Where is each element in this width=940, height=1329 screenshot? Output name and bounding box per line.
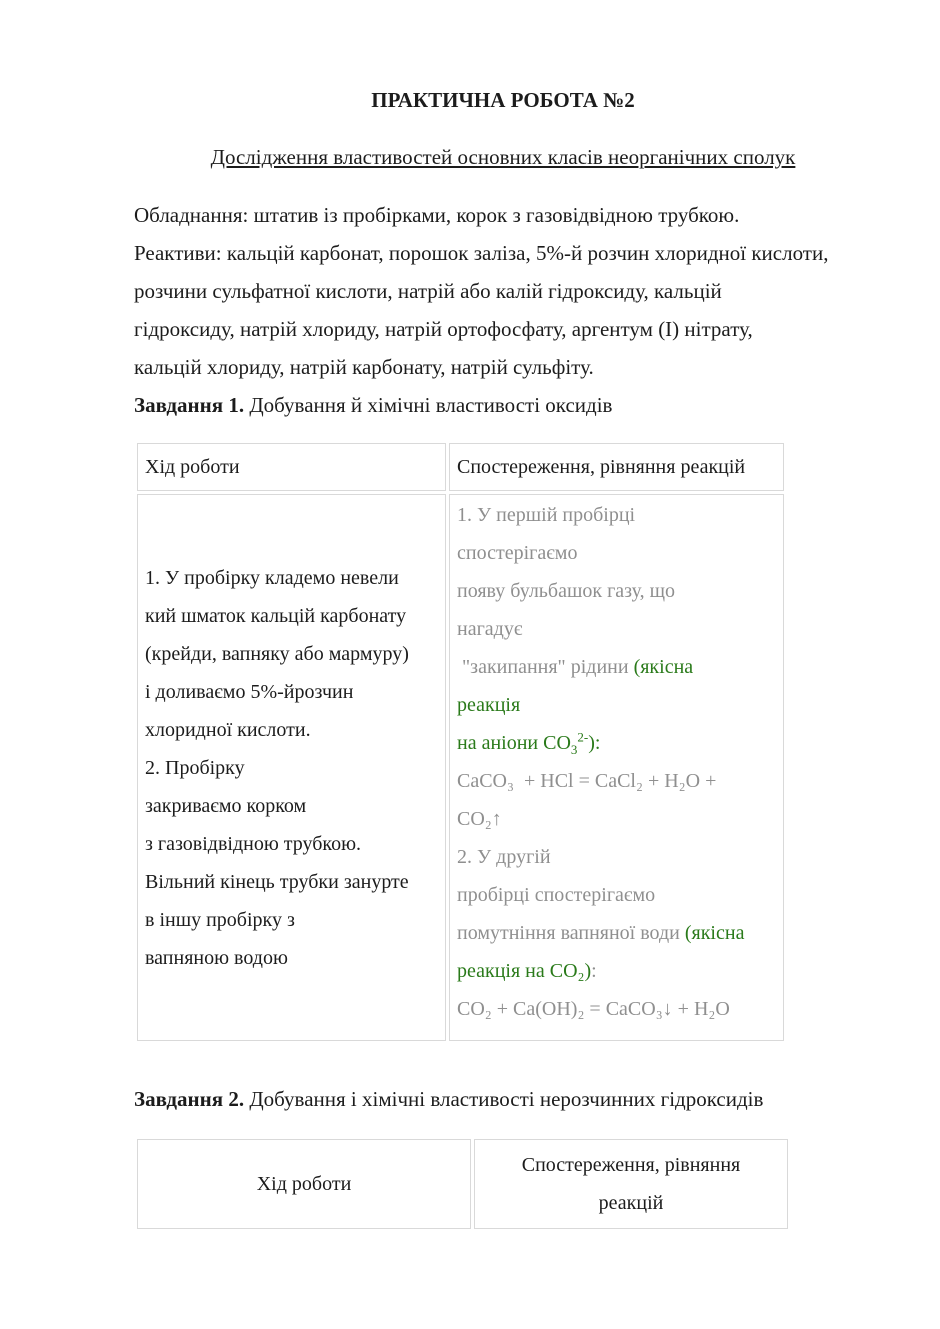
procedure-line: кий шматок кальцій карбонату [145, 604, 407, 627]
qualitative-reaction-note: (якісна [633, 656, 694, 678]
page-subtitle: Дослідження властивостей основних класів неорганічних сполук [210, 145, 796, 169]
procedure-line: в іншу пробірку з [145, 908, 295, 931]
observation-line: появу бульбашок газу, що [457, 580, 676, 602]
table1-header-procedure: Хід роботи [137, 443, 446, 491]
procedure-line: 2. Пробірку [145, 756, 245, 779]
table2-header-observation [474, 1139, 788, 1229]
procedure-line: і доливаємо 5%-йрозчин [145, 680, 354, 703]
observation-text: : [591, 960, 597, 982]
table2-header-procedure: Хід роботи [137, 1139, 471, 1229]
procedure-line: з газовідвідною трубкою. [145, 832, 362, 855]
observation-line: пробірці спостерігаємо [457, 884, 656, 906]
observation-line [457, 952, 779, 990]
observation-line [457, 648, 779, 686]
qualitative-reaction-note: реакція на CO₂) [457, 960, 592, 982]
equipment-line: кальцій хлориду, натрій карбонату, натрій сульфіту. [134, 355, 594, 379]
task1-label: Завдання 1. [134, 393, 245, 417]
table1-procedure-cell [137, 494, 446, 1041]
equipment-paragraph [134, 196, 894, 386]
equipment-line: Обладнання: штатив із пробірками, корок з газовідвідною трубкою. [134, 203, 740, 227]
observation-line: 1. У першій пробірці [457, 504, 636, 526]
task2-text: Добування і хімічні властивості нерозчинних гідроксидів [244, 1087, 764, 1111]
task1-heading [134, 386, 894, 424]
task2-heading [134, 1082, 763, 1116]
procedure-line: вапняною водою [145, 946, 288, 969]
qualitative-reaction-note: реакція [457, 694, 521, 716]
table1-observation-cell [449, 494, 784, 1041]
qualitative-reaction-note [457, 724, 779, 762]
observation-line [457, 914, 779, 952]
reaction-equation: CaCO₃ + HCl = CaCl₂ + H₂O + [457, 770, 717, 792]
equipment-line: розчини сульфатної кислоти, натрій або калій гідроксиду, кальцій [134, 279, 722, 303]
header-line: реакцій [598, 1192, 664, 1214]
anion-subscript: 3 [570, 742, 578, 757]
equipment-line: Реактиви: кальцій карбонат, порошок заліза, 5%-й розчин хлоридної кислоти, [134, 241, 829, 265]
observation-text: "закипання" рідини [457, 656, 634, 678]
procedure-line: 1. У пробірку кладемо невели [145, 566, 399, 589]
procedure-line: Вільний кінець трубки занурте [145, 870, 409, 893]
anion-text: на аніони CO [457, 732, 571, 754]
qualitative-reaction-note: (якісна [684, 922, 745, 944]
header-line: Спостереження, рівняння [521, 1154, 741, 1176]
page-title: ПРАКТИЧНА РОБОТА №2 [371, 88, 635, 112]
task1-text: Добування й хімічні властивості оксидів [244, 393, 613, 417]
observation-text: помутніння вапняної води [457, 922, 685, 944]
anion-charge: 2- [577, 729, 589, 745]
table1-header-observation: Спостереження, рівняння реакцій [449, 443, 784, 491]
task2-table [134, 1136, 791, 1232]
procedure-line: (крейди, вапняку або мармуру) [145, 642, 409, 665]
procedure-line: хлоридної кислоти. [145, 718, 311, 741]
observation-line: спостерігаємо [457, 542, 578, 564]
task1-table [134, 440, 787, 1044]
procedure-line: закриваємо корком [145, 794, 307, 817]
anion-close: ): [588, 732, 601, 754]
equipment-line: гідроксиду, натрій хлориду, натрій ортофосфату, аргентум (І) нітрату, [134, 317, 753, 341]
reaction-equation: CO₂ + Ca(OH)₂ = CaCO₃↓ + H₂O [457, 998, 730, 1020]
reaction-equation: CO₂↑ [457, 808, 502, 830]
task2-label: Завдання 2. [134, 1087, 245, 1111]
observation-line: 2. У другій [457, 846, 551, 868]
observation-line: нагадує [457, 618, 523, 640]
